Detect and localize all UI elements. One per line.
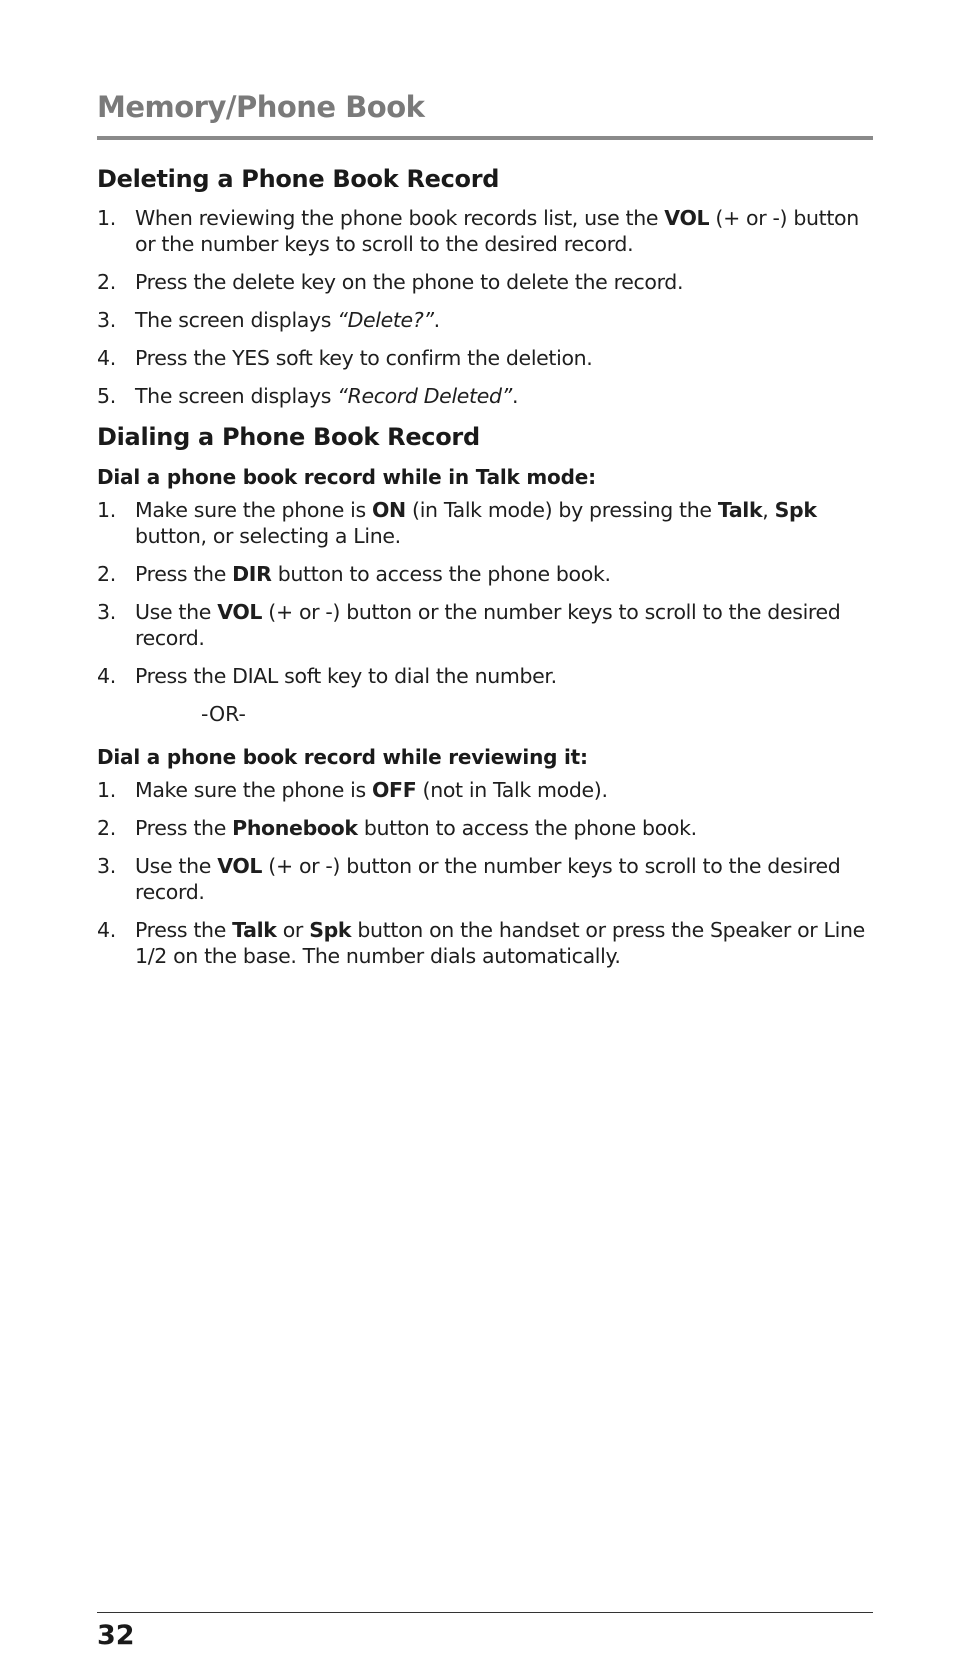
list-item: 3. Use the VOL (+ or -) button or the number keys to scroll to the desired record. (97, 600, 841, 650)
deleting-steps (97, 205, 873, 409)
list-item: 1. Make sure the phone is ON (in Talk mode) by pressing the Talk, Spk button, or selecting a Line. (97, 498, 817, 548)
list-item: 1. When reviewing the phone book records list, use the VOL (+ or -) button or the number keys to scroll to the desired record. (97, 206, 859, 256)
page-number: 32 (97, 1620, 135, 1651)
list-item: 2. Press the DIR button to access the phone book. (97, 562, 611, 586)
list-item: 4. Press the DIAL soft key to dial the number. (97, 664, 557, 688)
page-content (97, 163, 873, 981)
subsection-title-reviewing: Dial a phone book record while reviewing it: (97, 745, 588, 769)
reviewing-steps (97, 777, 873, 969)
manual-page (97, 0, 873, 1670)
list-item: 2. Press the delete key on the phone to delete the record. (97, 270, 684, 294)
section-title-dialing: Dialing a Phone Book Record (97, 423, 480, 451)
list-item: 4. Press the YES soft key to confirm the deletion. (97, 346, 593, 370)
list-item: 2. Press the Phonebook button to access the phone book. (97, 816, 697, 840)
running-header: Memory/Phone Book (97, 90, 425, 124)
list-item: 4. Press the Talk or Spk button on the handset or press the Speaker or Line 1/2 on the base. The number dials automatically. (97, 918, 865, 968)
footer-rule (97, 1612, 873, 1613)
header-rule (97, 136, 873, 140)
list-item: 1. Make sure the phone is OFF (not in Talk mode). (97, 778, 608, 802)
subsection-title-talk-mode: Dial a phone book record while in Talk mode: (97, 465, 596, 489)
talk-mode-steps (97, 497, 873, 689)
list-item: 5. The screen displays “Record Deleted”. (97, 384, 519, 408)
section-title-deleting: Deleting a Phone Book Record (97, 165, 500, 193)
list-item: 3. The screen displays “Delete?”. (97, 308, 440, 332)
list-item: 3. Use the VOL (+ or -) button or the number keys to scroll to the desired record. (97, 854, 841, 904)
or-separator: -OR- (201, 702, 246, 726)
